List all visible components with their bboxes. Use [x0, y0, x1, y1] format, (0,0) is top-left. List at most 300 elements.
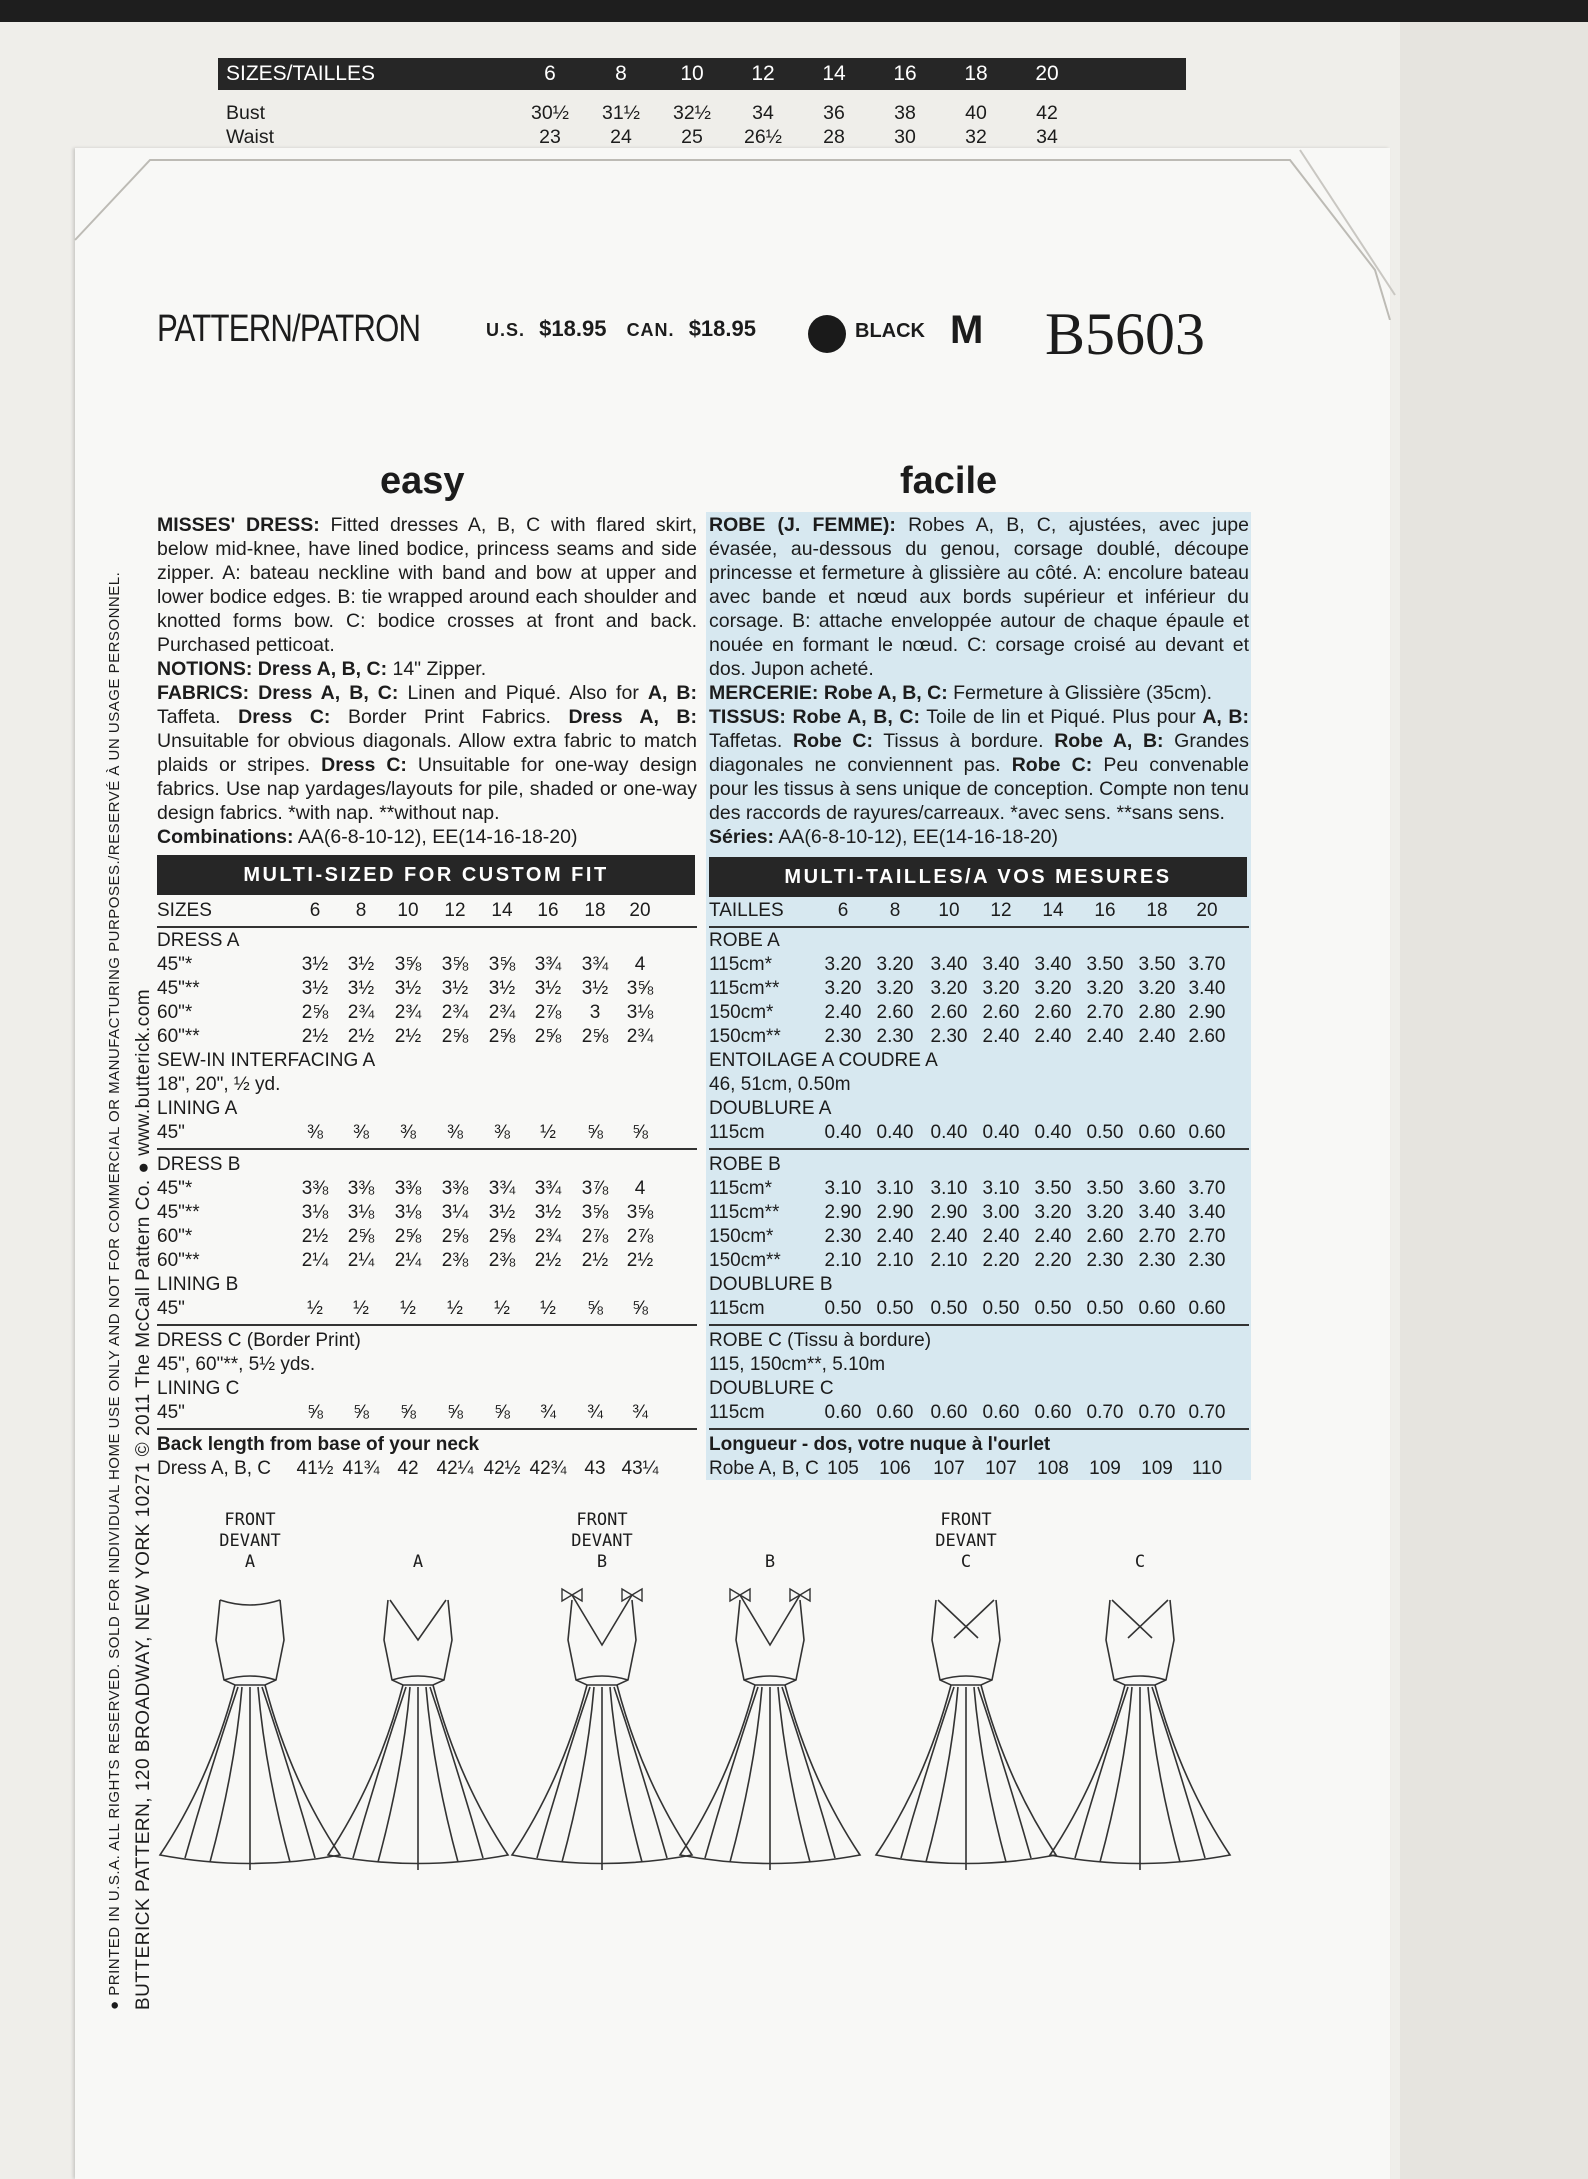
black-dot-icon [808, 315, 846, 353]
fr-tissus-lead: TISSUS: Robe A, B, C: [709, 706, 920, 728]
french-table-value: 2.90 [876, 1202, 914, 1223]
figure-label-front: FRONT [576, 1510, 628, 1530]
french-table-label: 115cm* [709, 954, 773, 975]
english-table-label: DRESS A [157, 930, 240, 951]
english-table-value: ⅜ [494, 1122, 510, 1143]
english-table-value: 4 [634, 954, 646, 975]
french-table-value: 2.60 [1188, 1026, 1226, 1047]
english-table-value: 3⅝ [441, 954, 469, 975]
english-table-label: SEW-IN INTERFACING A [157, 1050, 376, 1071]
english-table-value: ⅜ [353, 1122, 369, 1143]
figure-label-letter: B [596, 1552, 608, 1572]
english-table-value: 3⅛ [626, 1002, 654, 1023]
english-table-value: 3¼ [441, 1202, 469, 1223]
french-description [709, 513, 1249, 849]
english-table-value: 3⅝ [394, 954, 422, 975]
french-table-label: TAILLES [709, 900, 784, 921]
french-table-value: 2.30 [930, 1026, 968, 1047]
french-table-value: 0.50 [1086, 1122, 1124, 1143]
size-chart-size: 8 [615, 62, 627, 85]
fr-desc-lead: ROBE (J. FEMME): [709, 514, 896, 536]
size-chart-row-label: Waist [226, 126, 275, 148]
english-table-value: 2⅝ [581, 1026, 609, 1047]
size-chart-value: 26½ [744, 126, 782, 148]
french-table-label: 115cm** [709, 1202, 780, 1223]
english-table-value: 3¾ [534, 1178, 562, 1199]
english-table-label: DRESS B [157, 1154, 241, 1175]
english-table-value: 2⅝ [534, 1026, 562, 1047]
french-table-value: 107 [985, 1458, 1017, 1479]
french-table-value: 2.10 [930, 1250, 968, 1271]
english-table-value: 4 [634, 1178, 646, 1199]
french-table-value: 2.40 [930, 1226, 968, 1247]
size-chart-value: 38 [894, 102, 916, 124]
en-fabrics-c-lead: Dress C: [238, 706, 331, 728]
french-table-value: 2.30 [824, 1026, 862, 1047]
figure-label-letter: A [244, 1552, 256, 1572]
english-table-value: 3⅜ [301, 1178, 329, 1199]
french-table-value: 109 [1141, 1458, 1173, 1479]
en-fabrics-1: Linen and Piqué. Also for [407, 682, 639, 704]
fr-series-lead: Séries: [709, 826, 775, 848]
english-table-label: DRESS C (Border Print) [157, 1330, 361, 1351]
french-table-label: 115cm [709, 1298, 765, 1319]
envelope-flap-lines [0, 90, 1588, 320]
english-table-value: 3⅝ [626, 978, 654, 999]
fr-tissus-ab2: Robe A, B: [1054, 730, 1164, 752]
english-table-value: 3⅞ [581, 1178, 609, 1199]
english-table-value: ⅝ [632, 1122, 648, 1143]
french-table-value: 0.60 [1188, 1298, 1226, 1319]
english-table-value: 2¾ [347, 1002, 375, 1023]
french-table-value: 3.40 [982, 954, 1020, 975]
english-table-label: 60"** [157, 1250, 200, 1271]
english-back-length-title: Back length from base of your neck [157, 1434, 480, 1455]
english-table-value: 2¼ [394, 1250, 422, 1271]
french-table-value: 3.60 [1138, 1178, 1176, 1199]
french-table-value: 0.40 [876, 1122, 914, 1143]
french-table-value: 2.40 [1086, 1026, 1124, 1047]
english-table-value: 2½ [347, 1026, 375, 1047]
english-table-value: ⅝ [587, 1122, 603, 1143]
french-table-value: 2.40 [982, 1026, 1020, 1047]
side-text-line-2: BUTTERICK PATTERN, 120 BROADWAY, NEW YORK 10271 © 2011 The McCall Pattern Co. ● www.butterick.com [133, 988, 154, 2010]
english-table-value: 2⅝ [347, 1226, 375, 1247]
english-table-label: 45"* [157, 1178, 193, 1199]
french-table-value: 3.20 [1034, 978, 1072, 999]
fr-tissus-5: Peu convenable pour les tissus à sens unique de conception. Compte non tenu des raccords de rayures/carreaux. *avec sens. **sans sens. [709, 754, 1249, 824]
english-table-value: 2½ [394, 1026, 422, 1047]
english-table-value: 18 [584, 900, 606, 921]
english-table-value: 3½ [301, 978, 329, 999]
dress-illustration-icon [866, 1580, 1066, 1880]
english-table-value: 3⅜ [441, 1178, 469, 1199]
french-table-value: 0.40 [982, 1122, 1020, 1143]
english-table-divider [157, 1428, 697, 1430]
english-table-value: 3⅝ [488, 954, 516, 975]
english-table-label: 60"** [157, 1026, 200, 1047]
english-table-label: LINING A [157, 1098, 238, 1119]
size-chart-value: 36 [823, 102, 845, 124]
en-desc-text: Fitted dresses A, B, C with flared skirt, below mid-knee, have lined bodice, princess seams and side zipper. A: bateau neckline with band and bow at upper and lower bodice edges. B: tie wrapped around each shoulder and knotted forms bow. C: bodice crosses at front and back. Purchased petticoat. [157, 514, 697, 656]
french-table-value: 3.10 [982, 1178, 1020, 1199]
french-table-value: 3.20 [1034, 1202, 1072, 1223]
size-chart-size: 16 [893, 62, 917, 85]
en-fabrics-lead: FABRICS: Dress A, B, C: [157, 682, 399, 704]
french-table-value: 0.50 [876, 1298, 914, 1319]
french-table-value: 2.90 [930, 1202, 968, 1223]
english-table-value: 2⅝ [488, 1226, 516, 1247]
french-table-value: 3.20 [824, 978, 862, 999]
english-table-value: 3½ [347, 954, 375, 975]
size-chart-value: 23 [539, 126, 561, 148]
side-text-line-1: ● PRINTED IN U.S.A. ALL RIGHTS RESERVED. SOLD FOR INDIVIDUAL HOME USE ONLY AND NOT FOR COMMERCIAL OR MANUFACTURING PURPOSES./RESERVÉ À UN USAGE PERSONNEL. [106, 571, 123, 2010]
french-table-value: 0.40 [930, 1122, 968, 1143]
size-letter: M [950, 308, 984, 352]
size-chart-value: 28 [823, 126, 845, 148]
french-table-value: 16 [1094, 900, 1116, 921]
french-table-value: 0.60 [1138, 1122, 1176, 1143]
figure-label-letter: A [412, 1552, 424, 1572]
en-fabrics-5: Unsuitable for one-way design fabrics. Use nap yardages/layouts for pile, shaded or one-way design fabrics. *with nap. **without nap. [157, 754, 697, 824]
fr-tissus-3: Tissus à bordure. [883, 730, 1044, 752]
french-table-value: 0.50 [824, 1298, 862, 1319]
pattern-number: B5603 [1045, 301, 1206, 367]
size-chart-header-bar [218, 58, 1186, 90]
french-table-label: 115, 150cm**, 5.10m [709, 1354, 886, 1375]
french-table-value: 2.40 [1034, 1026, 1072, 1047]
english-table-value: 42¼ [436, 1458, 474, 1479]
french-table-label: 115cm* [709, 1178, 773, 1199]
english-table-label: 45" [157, 1402, 185, 1423]
english-table-value: 43¼ [621, 1458, 659, 1479]
english-table-divider [157, 926, 697, 928]
french-table-label: 115cm [709, 1122, 765, 1143]
english-description [157, 513, 697, 849]
english-table-value: 3½ [441, 978, 469, 999]
english-table-value: ⅝ [632, 1298, 648, 1319]
fr-tissus-ab: A, B: [1202, 706, 1249, 728]
right-paper-strip [1400, 0, 1588, 2179]
english-table-value: 3¾ [581, 954, 609, 975]
top-dark-edge [0, 0, 1588, 22]
english-table-value: 41¾ [342, 1458, 380, 1479]
french-table-value: 2.90 [1188, 1002, 1226, 1023]
french-table-value: 3.20 [930, 978, 968, 999]
english-table-value: 2¼ [347, 1250, 375, 1271]
english-table-value: 8 [355, 900, 367, 921]
english-table-value: ⅜ [307, 1122, 323, 1143]
english-table-value: 2⅝ [488, 1026, 516, 1047]
size-chart-header-label: SIZES/TAILLES [226, 62, 375, 85]
french-table-value: 2.10 [824, 1250, 862, 1271]
english-table-value: ⅝ [447, 1402, 463, 1423]
french-table-value: 3.20 [982, 978, 1020, 999]
fr-tissus-1: Toile de lin et Piqué. Plus pour [926, 706, 1196, 728]
french-yardage-table [709, 900, 1249, 1480]
english-table-value: 2⅝ [441, 1226, 469, 1247]
french-table-label: ENTOILAGE A COUDRE A [709, 1050, 938, 1071]
french-table-value: 0.60 [982, 1402, 1020, 1423]
french-table-value: 2.40 [1034, 1226, 1072, 1247]
english-table-label: 45"** [157, 1202, 200, 1223]
french-table-value: 14 [1042, 900, 1064, 921]
fr-tissus-4: Grandes diagonales ne conviennent pas. [709, 730, 1249, 776]
english-table-value: 42½ [483, 1458, 521, 1479]
figure-label-letter: C [1134, 1552, 1146, 1572]
french-table-label: 150cm** [709, 1026, 781, 1047]
french-table-value: 0.60 [930, 1402, 968, 1423]
french-banner: MULTI-TAILLES/A VOS MESURES [709, 857, 1247, 897]
french-table-label: Robe A, B, C [709, 1458, 819, 1479]
french-table-value: 2.60 [1034, 1002, 1072, 1023]
pattern-label: PATTERN/PATRON [157, 308, 421, 350]
french-table-value: 10 [938, 900, 960, 921]
french-table-value: 2.30 [824, 1226, 862, 1247]
english-table-value: ½ [447, 1298, 463, 1319]
french-table-label: DOUBLURE C [709, 1378, 834, 1399]
french-table-value: 2.10 [876, 1250, 914, 1271]
french-table-value: 2.70 [1086, 1002, 1124, 1023]
size-chart-value: 42 [1036, 102, 1058, 124]
french-table-value: 0.60 [1034, 1402, 1072, 1423]
french-table-label: DOUBLURE A [709, 1098, 832, 1119]
color-label: BLACK [855, 320, 925, 342]
english-table-label: 60"* [157, 1226, 193, 1247]
english-table-value: 2½ [581, 1250, 609, 1271]
en-fabrics-2: Taffeta. [157, 706, 221, 728]
dress-illustration-icon [318, 1580, 518, 1880]
english-table-value: 3⅛ [394, 1202, 422, 1223]
english-table-value: ½ [540, 1122, 556, 1143]
french-table-label: 150cm* [709, 1002, 774, 1023]
english-table-value: ¾ [540, 1402, 556, 1423]
french-table-label: 115cm** [709, 978, 780, 999]
figure-label-devant: DEVANT [571, 1531, 633, 1551]
english-table-value: ½ [353, 1298, 369, 1319]
french-table-value: 2.70 [1188, 1226, 1226, 1247]
french-table-value: 0.40 [1034, 1122, 1072, 1143]
french-table-value: 2.20 [982, 1250, 1020, 1271]
english-table-value: 2⅝ [394, 1226, 422, 1247]
english-table-value: 3½ [534, 1202, 562, 1223]
french-table-value: 108 [1037, 1458, 1069, 1479]
french-table-value: 2.60 [876, 1002, 914, 1023]
english-table-value: 2½ [301, 1226, 329, 1247]
english-table-value: ⅜ [447, 1122, 463, 1143]
us-label: U.S. [486, 320, 526, 340]
english-table-value: 3⅝ [581, 1202, 609, 1223]
french-table-value: 3.40 [1034, 954, 1072, 975]
english-table-value: 2¾ [394, 1002, 422, 1023]
french-table-value: 106 [879, 1458, 911, 1479]
french-table-label: 115cm [709, 1402, 765, 1423]
english-table-value: ⅝ [307, 1402, 323, 1423]
figure-label-letter: B [764, 1552, 776, 1572]
english-yardage-table [157, 900, 697, 1480]
french-table-value: 0.60 [1138, 1298, 1176, 1319]
english-table-value: ½ [307, 1298, 323, 1319]
english-table-label: LINING C [157, 1378, 240, 1399]
english-table-value: ¾ [587, 1402, 603, 1423]
figure-label-letter: C [960, 1552, 972, 1572]
french-table-value: 2.80 [1138, 1002, 1176, 1023]
french-table-value: 2.60 [930, 1002, 968, 1023]
fr-tissus-2: Taffetas. [709, 730, 783, 752]
english-table-value: ¾ [632, 1402, 648, 1423]
figure-label-front: FRONT [224, 1510, 276, 1530]
fr-tissus-c2: Robe C: [1011, 754, 1093, 776]
french-table-value: 2.60 [982, 1002, 1020, 1023]
size-chart-size: 6 [544, 62, 556, 85]
french-table-value: 0.50 [930, 1298, 968, 1319]
english-table-value: 2⅜ [441, 1250, 469, 1271]
size-chart-value: 32 [965, 126, 987, 148]
english-table-value: ⅝ [400, 1402, 416, 1423]
french-table-value: 3.70 [1188, 954, 1226, 975]
english-table-value: 12 [444, 900, 466, 921]
french-table-value: 2.30 [1188, 1250, 1226, 1271]
figure-label [1080, 1552, 1200, 1573]
english-table-value: 3⅝ [626, 1202, 654, 1223]
english-table-value: 20 [629, 900, 651, 921]
en-fabrics-c2: Dress C: [321, 754, 407, 776]
english-table-value: 2½ [301, 1026, 329, 1047]
french-table-label: 46, 51cm, 0.50m [709, 1074, 851, 1095]
french-table-label: ROBE C (Tissu à bordure) [709, 1330, 932, 1351]
size-chart-size: 14 [822, 62, 846, 85]
french-table-value: 3.00 [982, 1202, 1020, 1223]
english-table-value: 2⅞ [581, 1226, 609, 1247]
french-table-value: 3.20 [1086, 978, 1124, 999]
price [486, 316, 756, 342]
french-table-value: 3.20 [876, 978, 914, 999]
french-table-value: 0.50 [982, 1298, 1020, 1319]
english-table-value: 2¾ [626, 1026, 654, 1047]
french-table-value: 3.40 [1188, 1202, 1226, 1223]
english-table-value: 43 [584, 1458, 606, 1479]
french-table-value: 2.40 [982, 1226, 1020, 1247]
french-table-value: 107 [933, 1458, 965, 1479]
en-notions: 14" Zipper. [392, 658, 487, 680]
figure-label [358, 1552, 478, 1573]
english-table-value: 2⅜ [488, 1250, 516, 1271]
english-table-label: 60"* [157, 1002, 193, 1023]
english-table-label: 45", 60"**, 5½ yds. [157, 1354, 316, 1375]
french-back-length-title: Longueur - dos, votre nuque à l'ourlet [709, 1434, 1051, 1455]
english-table-value: ½ [494, 1298, 510, 1319]
french-table-value: 0.40 [824, 1122, 862, 1143]
french-table-value: 3.10 [930, 1178, 968, 1199]
size-chart-size: 12 [751, 62, 775, 85]
french-table-divider [709, 1148, 1249, 1150]
size-chart-value: 30½ [531, 102, 569, 124]
can-label: CAN. [626, 320, 675, 340]
english-table-value: 14 [491, 900, 513, 921]
fr-mercerie-lead: MERCERIE: Robe A, B, C: [709, 682, 948, 704]
heading-easy: easy [380, 460, 465, 502]
en-combinations-lead: Combinations: [157, 826, 294, 848]
english-table-value: ⅝ [494, 1402, 510, 1423]
dress-illustrations [150, 1510, 1250, 1870]
size-chart-value: 34 [1036, 126, 1058, 148]
english-table-value: 3½ [301, 954, 329, 975]
french-table-label: 150cm* [709, 1226, 774, 1247]
french-table-value: 0.70 [1188, 1402, 1226, 1423]
size-chart-value: 31½ [602, 102, 640, 124]
english-table-label: 45" [157, 1122, 185, 1143]
english-table-value: 2¾ [534, 1226, 562, 1247]
us-price: $18.95 [539, 316, 607, 341]
english-table-value: 6 [309, 900, 321, 921]
en-notions-lead: NOTIONS: Dress A, B, C: [157, 658, 388, 680]
fr-desc-text: Robes A, B, C, ajustées, avec jupe évasée, au-dessous du genou, corsage doublé, découpe princesse et fermeture à glissière au côté. A: encolure bateau avec bande et nœud aux bords supérieur et inférieur du corsage. B: attache enveloppée autour de chaque épaule et nouée en formant le nœud. C: corsage croisé au devant et dos. Jupon acheté. [709, 514, 1249, 680]
size-chart-value: 32½ [673, 102, 711, 124]
english-table-value: 3½ [534, 978, 562, 999]
french-table-value: 0.70 [1086, 1402, 1124, 1423]
dress-illustration-icon [670, 1580, 870, 1880]
figure-label-devant: DEVANT [219, 1531, 281, 1551]
size-chart-size: 10 [680, 62, 704, 85]
english-table-value: 3½ [347, 978, 375, 999]
french-table-value: 3.50 [1034, 1178, 1072, 1199]
can-price: $18.95 [688, 316, 756, 341]
french-table-value: 12 [990, 900, 1012, 921]
french-table-value: 3.50 [1138, 954, 1176, 975]
english-table-value: 10 [397, 900, 419, 921]
french-table-value: 3.20 [1086, 1202, 1124, 1223]
english-table-value: 2½ [534, 1250, 562, 1271]
english-table-value: 2¾ [488, 1002, 516, 1023]
english-table-value: ½ [540, 1298, 556, 1319]
english-table-value: 3½ [394, 978, 422, 999]
english-table-value: ⅝ [587, 1298, 603, 1319]
en-fabrics-4: Unsuitable for obvious diagonals. Allow extra fabric to match plaids or stripes. [157, 730, 697, 776]
english-table-value: 42 [397, 1458, 419, 1479]
english-table-value: 16 [537, 900, 559, 921]
fr-tissus-c-lead: Robe C: [792, 730, 873, 752]
english-table-value: ⅜ [400, 1122, 416, 1143]
figure-label-front: FRONT [940, 1510, 992, 1530]
english-table-label: 45"** [157, 978, 200, 999]
french-table-value: 3.40 [1188, 978, 1226, 999]
french-table-value: 2.20 [1034, 1250, 1072, 1271]
english-table-value: 3⅜ [347, 1178, 375, 1199]
en-combinations: AA(6-8-10-12), EE(14-16-18-20) [297, 826, 578, 848]
french-table-value: 105 [827, 1458, 859, 1479]
english-table-value: 3⅜ [394, 1178, 422, 1199]
french-table-value: 2.30 [1086, 1250, 1124, 1271]
english-table-value: 2⅞ [534, 1002, 562, 1023]
french-table-value: 3.70 [1188, 1178, 1226, 1199]
english-table-value: 3⅛ [301, 1202, 329, 1223]
english-table-value: 2⅝ [301, 1002, 329, 1023]
french-table-value: 2.40 [1138, 1026, 1176, 1047]
french-table-value: 0.60 [1188, 1122, 1226, 1143]
figure-label [710, 1552, 830, 1573]
french-table-value: 18 [1146, 900, 1168, 921]
english-table-divider [157, 1148, 697, 1150]
french-table-value: 3.20 [824, 954, 862, 975]
french-table-label: 150cm** [709, 1250, 781, 1271]
english-table-value: 2½ [626, 1250, 654, 1271]
english-table-label: 45" [157, 1298, 185, 1319]
french-table-value: 2.70 [1138, 1226, 1176, 1247]
en-desc-lead: MISSES' DRESS: [157, 514, 320, 536]
english-table-value: 2¾ [441, 1002, 469, 1023]
english-table-value: 2⅝ [441, 1026, 469, 1047]
size-chart-value: 24 [610, 126, 632, 148]
